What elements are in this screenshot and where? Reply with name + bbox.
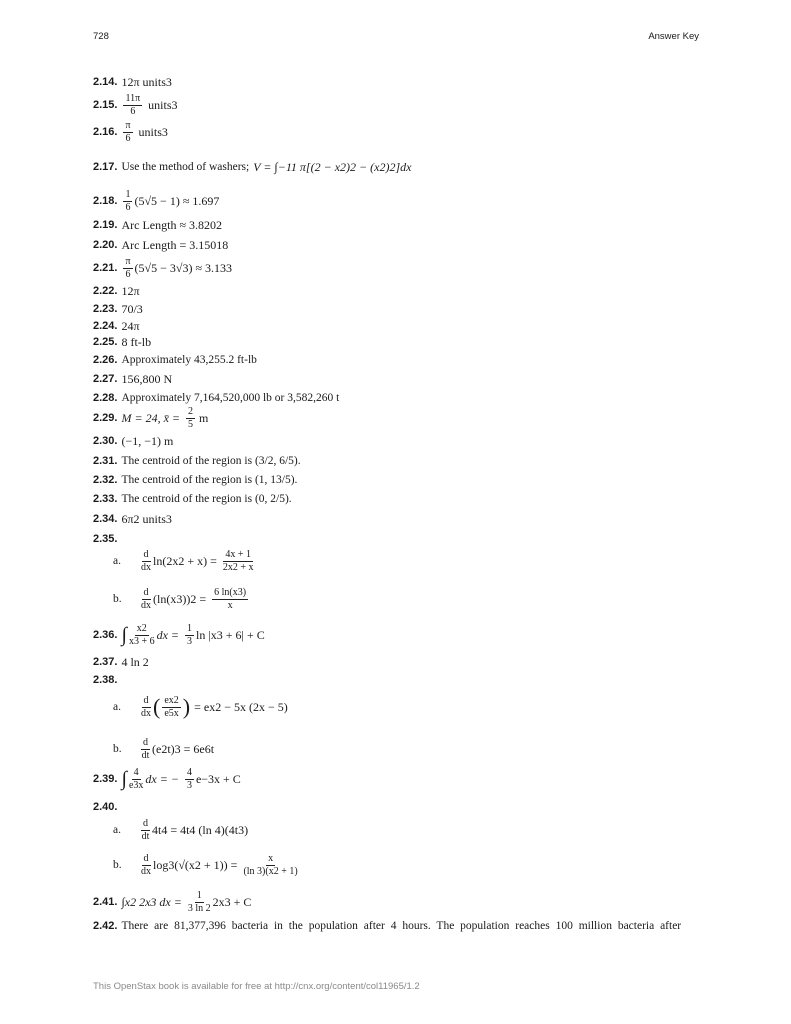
answer-expression: M = 24, x̄ = xyxy=(121,410,180,425)
answer-number: 2.17. xyxy=(93,161,118,173)
fraction-bottom: dx xyxy=(141,707,151,719)
integral-sign: ∫ xyxy=(121,624,127,646)
answer-number: 2.33. xyxy=(93,493,118,505)
fraction-bottom: e5x xyxy=(164,707,179,719)
answer-number: 2.41. xyxy=(93,896,118,908)
answer-unit: m xyxy=(199,410,209,425)
answer-expression: dx = xyxy=(156,627,180,642)
answer-2-36 xyxy=(93,620,265,650)
answer-expression: Approximately 43,255.2 ft-lb xyxy=(121,354,257,366)
answer-2-25 xyxy=(93,333,151,351)
answer-expression: log3(√(x2 + 1)) = xyxy=(153,857,238,872)
answer-expression: (−1, −1) m xyxy=(121,433,174,448)
answer-number: 2.18. xyxy=(93,195,118,207)
answer-2-40-a xyxy=(113,816,248,844)
fraction-bottom: 6 xyxy=(125,201,131,213)
answer-2-22 xyxy=(93,282,140,300)
answer-number: 2.28. xyxy=(93,392,118,404)
answer-number: 2.39. xyxy=(93,773,118,785)
answer-2-19 xyxy=(93,216,222,234)
answer-expression: (e2t)3 = 6e6t xyxy=(152,741,215,756)
answer-expression-tail: e−3x + C xyxy=(195,771,241,786)
answer-2-16 xyxy=(93,121,168,143)
answer-2-27 xyxy=(93,370,172,388)
answer-2-35-b xyxy=(113,585,250,613)
sub-label: a. xyxy=(113,701,121,713)
answer-expression: ln(2x2 + x) = xyxy=(153,553,217,568)
answer-2-23 xyxy=(93,300,143,318)
fraction-bottom: 3 ln 2 xyxy=(187,902,211,914)
answer-expression: The centroid of the region is (1, 13/5). xyxy=(121,474,298,486)
answer-number: 2.30. xyxy=(93,435,118,447)
fraction-top: d xyxy=(143,548,149,560)
fraction-top: x2 xyxy=(136,622,147,634)
answer-2-41 xyxy=(93,887,251,917)
fraction-top: π xyxy=(125,255,131,267)
fraction-bottom: 6 xyxy=(130,105,136,117)
answer-2-35 xyxy=(93,530,117,548)
fraction-bottom: 6 xyxy=(125,268,131,280)
answer-number: 2.36. xyxy=(93,629,118,641)
answer-number: 2.23. xyxy=(93,303,118,315)
answer-expression: Arc Length ≈ 3.8202 xyxy=(121,217,223,232)
fraction-top: d xyxy=(143,586,149,598)
fraction-top: d xyxy=(143,852,149,864)
answer-number: 2.20. xyxy=(93,239,118,251)
answer-expression-tail: ln |x3 + 6| + C xyxy=(196,627,265,642)
answer-expression: (5√5 − 1) ≈ 1.697 xyxy=(134,193,220,208)
answer-number: 2.24. xyxy=(93,320,118,332)
answer-unit: units3 xyxy=(148,97,178,112)
fraction-bottom: (ln 3)(x2 + 1) xyxy=(243,865,298,877)
answer-expression-tail: 2x3 + C xyxy=(212,894,252,909)
answer-2-40 xyxy=(93,798,117,816)
answer-expression: ∫x2 2x3 dx = xyxy=(121,894,182,909)
answer-number: 2.35. xyxy=(93,533,118,545)
fraction-top: π xyxy=(125,119,131,131)
answer-expression: (5√5 − 3√3) ≈ 3.133 xyxy=(134,260,233,275)
answer-number: 2.21. xyxy=(93,262,118,274)
answer-2-26 xyxy=(93,351,257,369)
answer-expression: 4t4 = 4t4 (ln 4)(4t3) xyxy=(152,822,249,837)
fraction-bottom: x3 + 6 xyxy=(128,635,155,647)
fraction-top: 4x + 1 xyxy=(225,548,252,560)
answer-number: 2.37. xyxy=(93,656,118,668)
fraction-top: 11π xyxy=(125,92,141,104)
answer-expression: = ex2 − 5x (2x − 5) xyxy=(194,699,288,714)
running-header: Answer Key xyxy=(648,31,699,42)
fraction-bottom: x xyxy=(227,599,233,611)
answer-2-37 xyxy=(93,653,149,671)
answer-number: 2.27. xyxy=(93,373,118,385)
answer-expression: (ln(x3))2 = xyxy=(153,591,207,606)
answer-2-31 xyxy=(93,452,301,470)
answer-number: 2.31. xyxy=(93,455,118,467)
page-number: 728 xyxy=(93,31,109,42)
sub-label: a. xyxy=(113,555,121,567)
fraction-bottom: e3x xyxy=(128,779,144,791)
fraction-top: d xyxy=(143,736,148,748)
answer-expression: 70/3 xyxy=(121,301,143,316)
fraction-bottom: dt xyxy=(141,749,150,761)
fraction-bottom: dx xyxy=(141,561,151,573)
fraction-top: 6 ln(x3) xyxy=(214,586,247,598)
sub-label: a. xyxy=(113,824,121,836)
fraction-top: 4 xyxy=(133,766,139,778)
answer-number: 2.29. xyxy=(93,412,118,424)
answer-number: 2.34. xyxy=(93,513,118,525)
answer-2-15 xyxy=(93,94,178,116)
answer-2-38-b xyxy=(113,735,214,763)
answer-expression: 6π2 units3 xyxy=(121,511,172,526)
fraction-bottom: 2x2 + x xyxy=(222,561,254,573)
sub-label: b. xyxy=(113,593,122,605)
answer-expression: dx = − xyxy=(145,771,179,786)
answer-number: 2.22. xyxy=(93,285,118,297)
answer-number: 2.40. xyxy=(93,801,118,813)
answer-2-29 xyxy=(93,406,208,430)
fraction-top: d xyxy=(143,694,149,706)
answer-expression: 12π units3 xyxy=(121,74,172,89)
answer-expression: 4 ln 2 xyxy=(121,654,149,669)
answer-2-38 xyxy=(93,671,117,689)
answer-2-17 xyxy=(93,155,411,179)
answer-expression: V = ∫−11 π[(2 − x2)2 − (x2)2]dx xyxy=(253,159,412,174)
answer-2-32 xyxy=(93,471,297,489)
answer-expression: Arc Length = 3.15018 xyxy=(121,237,229,252)
answer-number: 2.32. xyxy=(93,474,118,486)
answer-2-18 xyxy=(93,190,219,212)
answer-2-38-a: a. $\frac{d}{dx}$ ( $\frac{ex2}{e5x}$ ) = ex2 − 5x (2x − 5) xyxy=(113,694,288,719)
answer-expression: The centroid of the region is (3/2, 6/5). xyxy=(121,455,301,467)
answer-2-30 xyxy=(93,432,173,450)
fraction-top: 1 xyxy=(196,889,202,901)
answer-2-28 xyxy=(93,389,339,407)
answer-2-33 xyxy=(93,490,292,508)
answer-expression: The centroid of the region is (0, 2/5). xyxy=(121,493,292,505)
answer-2-42 xyxy=(93,917,703,935)
fraction-bottom: 6 xyxy=(125,132,131,144)
answer-expression: 24π xyxy=(121,318,140,333)
answer-text: There are 81,377,396 bacteria in the population after 4 hours. The population reaches 100 million bacteria after xyxy=(121,920,682,932)
fraction-top: d xyxy=(143,817,148,829)
answer-2-14 xyxy=(93,73,172,91)
fraction-top: 1 xyxy=(187,622,193,634)
answer-expression: 12π xyxy=(121,283,140,298)
fraction-top: 4 xyxy=(186,766,192,778)
answer-2-35-a xyxy=(113,547,256,575)
fraction-bottom: dx xyxy=(141,865,151,877)
answer-number: 2.42. xyxy=(93,920,118,932)
answer-number: 2.25. xyxy=(93,336,118,348)
footer-note: This OpenStax book is available for free at http://cnx.org/content/col11965/1.2 xyxy=(93,981,420,992)
fraction-bottom: 3 xyxy=(186,779,192,791)
answer-unit: units3 xyxy=(138,124,168,139)
fraction-top: ex2 xyxy=(164,694,179,706)
fraction-bottom: 3 xyxy=(187,635,193,647)
fraction-top: 1 xyxy=(125,188,131,200)
answer-expression: 156,800 N xyxy=(121,371,173,386)
sub-label: b. xyxy=(113,743,122,755)
integral-sign: ∫ xyxy=(121,768,127,790)
answer-2-39 xyxy=(93,764,241,794)
answer-number: 2.19. xyxy=(93,219,118,231)
fraction-top: 2 xyxy=(188,405,193,417)
fraction-bottom: dt xyxy=(141,830,150,842)
answer-text: Use the method of washers; xyxy=(121,161,250,173)
answer-number: 2.15. xyxy=(93,99,118,111)
answer-number: 2.26. xyxy=(93,354,118,366)
answer-number: 2.38. xyxy=(93,674,118,686)
answer-number: 2.14. xyxy=(93,76,118,88)
answer-expression: 8 ft-lb xyxy=(121,334,152,349)
answer-2-40-b xyxy=(113,850,300,880)
fraction-top: x xyxy=(268,852,274,864)
sub-label: b. xyxy=(113,859,122,871)
answer-2-21 xyxy=(93,257,232,279)
answer-number: 2.16. xyxy=(93,126,118,138)
answer-2-20 xyxy=(93,236,228,254)
fraction-bottom: 5 xyxy=(188,418,193,430)
answer-2-34 xyxy=(93,510,172,528)
fraction-bottom: dx xyxy=(141,599,151,611)
answer-expression: Approximately 7,164,520,000 lb or 3,582,260 t xyxy=(121,392,340,404)
